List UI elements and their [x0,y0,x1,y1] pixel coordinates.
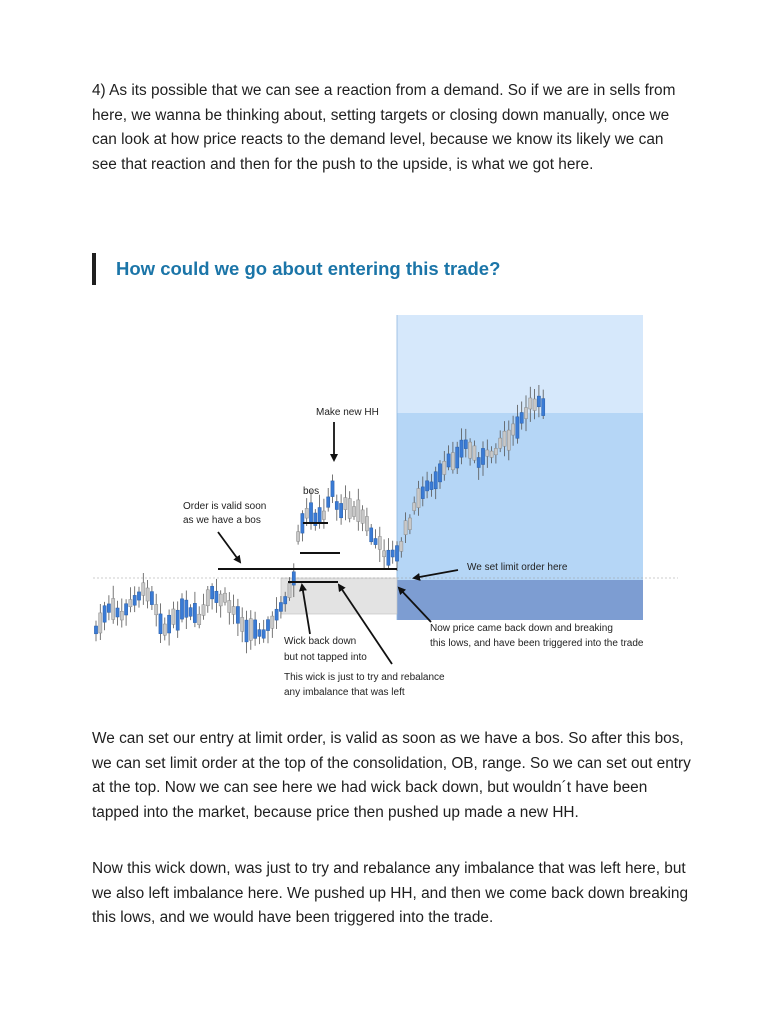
bull-candle [116,608,119,617]
bear-candle [365,517,368,531]
bull-candle [464,440,467,449]
bear-candle [413,503,416,511]
bull-candle [477,458,480,468]
bear-candle [322,511,325,520]
bull-candle [438,464,441,482]
bear-candle [533,399,536,411]
demand-zone [281,578,397,614]
paragraph-demand-reaction: 4) As its possible that we can see a reaction from a demand. So if we are in sells from here, we wanna be thinking about, setting targets or closing down manually, once we can look at how price reacts to the demand level, because we know its likely we can see that reaction and then for the push to the upside, is what we got here. [92,82,676,173]
bear-candle [408,518,411,530]
bear-candle [202,605,205,616]
label-bos: bos [303,486,320,497]
bear-candle [163,624,166,635]
bull-candle [245,620,248,642]
bull-candle [211,586,214,599]
bull-candle [185,600,188,617]
label-order-valid-1: Order is valid soon [183,501,267,512]
bear-candle [417,489,420,508]
bull-candle [327,497,330,507]
bear-candle [112,599,115,620]
bull-candle [309,503,312,523]
bear-candle [529,398,532,409]
bear-candle [271,616,274,628]
bull-candle [189,608,192,617]
bull-candle [516,417,519,439]
bear-candle [241,617,244,631]
bull-candle [193,603,196,622]
bull-candle [262,630,265,639]
label-limit-order: We set limit order here [467,562,568,573]
bear-candle [503,431,506,446]
trade-entry-chart [88,310,688,710]
bear-candle [206,590,209,606]
bear-candle [361,510,364,523]
section-heading [92,253,692,285]
bear-candle [486,450,489,456]
bull-candle [447,454,450,467]
bear-candle [223,593,226,602]
profit-zone [397,413,643,580]
bull-candle [159,614,162,634]
bear-candle [120,611,123,620]
bull-candle [137,592,140,600]
label-price-back-1: Now price came back down and breaking [430,623,613,634]
bull-candle [266,620,269,631]
bear-candle [499,438,502,448]
bull-candle [107,604,110,613]
bull-candle [279,603,282,612]
bear-candle [490,451,493,457]
bear-candle [146,588,149,601]
bull-candle [374,539,377,545]
bear-candle [249,619,252,641]
bull-candle [421,487,424,499]
bear-candle [357,500,360,522]
bear-candle [142,583,145,596]
bull-candle [176,610,179,630]
bear-candle [305,508,308,518]
bear-candle [469,442,472,458]
heading-accent-bar [92,253,96,285]
bull-candle [258,630,261,637]
bull-candle [456,447,459,468]
label-rebalance-2: any imbalance that was left [284,687,405,698]
bull-candle [460,440,463,457]
bear-candle [172,609,175,624]
bull-candle [103,606,106,623]
bull-candle [481,448,484,464]
bear-candle [443,461,446,474]
bull-candle [426,481,429,491]
bear-candle [512,424,515,435]
bear-candle [400,541,403,551]
bull-candle [125,604,128,615]
bull-candle [537,396,540,407]
bull-candle [520,413,523,424]
bull-candle [318,508,321,523]
bull-candle [94,626,97,634]
bull-candle [331,481,334,497]
bear-candle [507,430,510,450]
bull-candle [150,592,153,605]
bear-candle [524,408,527,419]
bear-candle [219,594,222,606]
bull-candle [430,482,433,490]
bull-candle [340,503,343,517]
bull-candle [292,572,295,585]
bear-candle [228,601,231,613]
label-make-new-hh: Make new HH [316,407,379,418]
bull-candle [254,620,257,639]
bull-candle [370,528,373,542]
bull-candle [180,599,183,619]
label-price-back-2: this lows, and have been triggered into the trade [430,638,644,649]
bear-candle [404,521,407,535]
bear-candle [99,613,102,633]
label-order-valid-2: as we have a bos [183,515,261,526]
bear-candle [451,453,454,470]
bull-candle [215,591,218,602]
bull-candle [387,550,390,565]
bear-candle [378,537,381,550]
bear-candle [129,600,132,607]
bear-candle [383,551,386,557]
bear-candle [494,448,497,454]
target-zone [397,315,643,413]
heading-text: How could we go about entering this trade? [116,258,501,279]
bear-candle [344,498,347,510]
bear-candle [352,507,355,517]
bear-candle [348,499,351,519]
bull-candle [434,472,437,489]
label-wick-2: but not tapped into [284,652,367,663]
bear-candle [288,583,291,597]
bull-candle [133,595,136,605]
stop-zone [397,580,643,620]
bull-candle [275,609,278,620]
bull-candle [395,546,398,562]
label-wick-1: Wick back down [284,636,357,647]
paragraph-rebalance-explanation: Now this wick down, was just to try and rebalance any imbalance that was left here, but we also left imbalance here. We pushed up HH, and then we come back down breaking this lows, and we would have been triggered into the trade. [92,860,689,926]
paragraph-entry-explanation: We can set our entry at limit order, is valid as soon as we have a bos. So after this bos, we can set limit order at the top of the consolidation, OB, range. So we can set out entry at the top. Now we can see here we had wick back down, but wouldn´t have been tapped into the market, because price then pushed up made a new HH. [92,730,691,821]
arrow-order-valid [218,532,240,562]
bull-candle [284,597,287,604]
bull-candle [542,399,545,416]
bull-candle [168,615,171,633]
bear-candle [473,446,476,460]
bear-candle [155,605,158,615]
bear-candle [232,607,235,615]
bull-candle [335,502,338,510]
label-rebalance-1: This wick is just to try and rebalance [284,672,445,683]
bear-candle [297,532,300,542]
bear-candle [198,614,201,625]
bull-candle [391,550,394,557]
bull-candle [236,607,239,624]
